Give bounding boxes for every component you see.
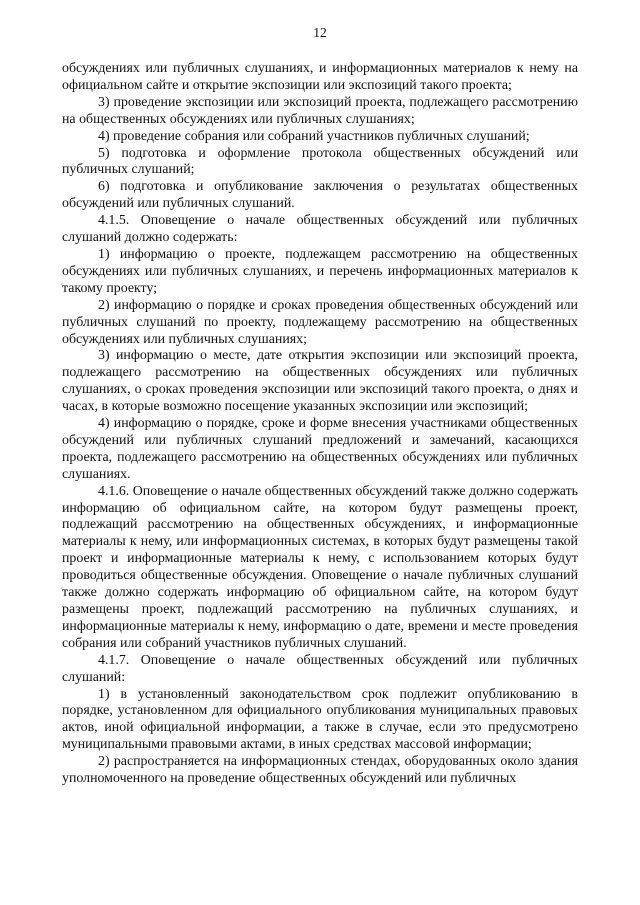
page-number: 12 xyxy=(313,25,327,40)
clause-4-1-5-item-1: 1) информацию о проекте, подлежащем рассмотрению на общественных обсуждениях или публичных слушаниях, и перечень информационных материалов к такому проекту; xyxy=(62,246,578,296)
list-item-6-conclusion: 6) подготовка и опубликование заключения о результатах общественных обсуждений или публичных слушаний. xyxy=(62,179,578,212)
clause-4-1-7-item-2: 2) распространяется на информационных стендах, оборудованных около здания уполномоченного на проведение общественных обсуждений или публичных xyxy=(62,754,578,787)
clause-4-1-7-item-1: 1) в установленный законодательством срок подлежит опубликованию в порядке, установленном для официального опубликования муниципальных правовых актов, иной официальной информации, а также в случае, если это предусмотрено муниципальными правовыми актами, в иных средствах массовой информации; xyxy=(62,686,578,753)
clause-4-1-7: 4.1.7. Оповещение о начале общественных обсуждений или публичных слушаний: xyxy=(62,652,578,685)
clause-4-1-5-item-2: 2) информацию о порядке и сроках проведения общественных обсуждений или публичных слушаний по проекту, подлежащему рассмотрению на общественных обсуждениях или публичных слушаниях; xyxy=(62,297,578,347)
clause-4-1-6: 4.1.6. Оповещение о начале общественных обсуждений также должно содержать информацию об официальном сайте, на котором будут размещены проект, подлежащий рассмотрению на общественных обсуждениях, и информационные материалы к нему, или информационных системах, в которых будут размещены такой проект и информационные материалы к нему, с использованием которых будут проводиться общественные обсуждения. Оповещение о начале публичных слушаний также должно содержать информацию об официальном сайте, на котором будут размещены проект, подлежащий рассмотрению на публичных слушаниях, и информационные материалы к нему, информацию о дате, времени и месте проведения собрания или собраний участников публичных слушаний. xyxy=(62,483,578,651)
document-body xyxy=(62,61,578,788)
clause-4-1-5: 4.1.5. Оповещение о начале общественных обсуждений или публичных слушаний должно содержать: xyxy=(62,213,578,246)
clause-4-1-5-item-4: 4) информацию о порядке, сроке и форме внесения участниками общественных обсуждений или публичных слушаний предложений и замечаний, касающихся проекта, подлежащего рассмотрению на общественных обсуждениях или публичных слушаниях. xyxy=(62,416,578,482)
list-item-3-exposition: 3) проведение экспозиции или экспозиций проекта, подлежащего рассмотрению на общественных обсуждениях или публичных слушаниях; xyxy=(62,94,578,127)
clause-4-1-5-item-3: 3) информацию о месте, дате открытия экспозиции или экспозиций проекта, подлежащего рассмотрению на общественных обсуждениях или публичных слушаниях, о сроках проведения экспозиции или экспозиций такого проекта, о днях и часах, в которые возможно посещение указанных экспозиции или экспозиций; xyxy=(62,348,578,415)
paragraph-continuation: обсуждениях или публичных слушаниях, и информационных материалов к нему на официальном сайте и открытие экспозиции или экспозиций такого проекта; xyxy=(62,61,578,93)
list-item-4-meeting: 4) проведение собрания или собраний участников публичных слушаний; xyxy=(98,128,530,144)
list-item-5-protocol: 5) подготовка и оформление протокола общественных обсуждений или публичных слушаний; xyxy=(62,145,578,178)
